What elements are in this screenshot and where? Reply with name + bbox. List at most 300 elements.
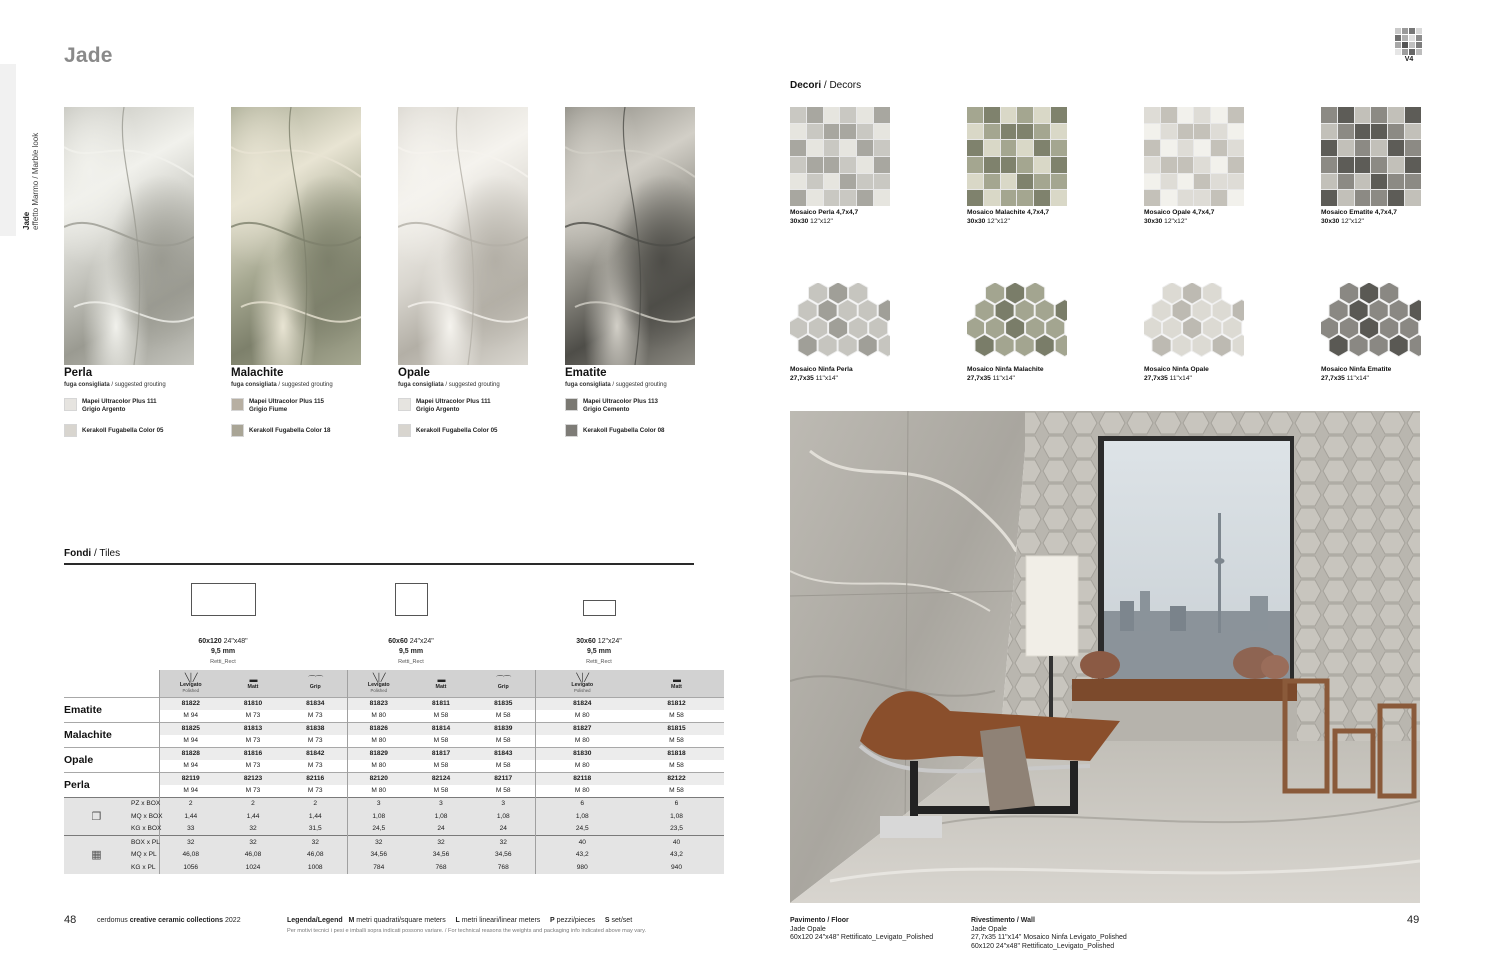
badge-cell [1395, 42, 1401, 48]
vein-line [231, 223, 361, 246]
unit-measure: M 80 [535, 760, 629, 773]
packaging-value: 43,2 [535, 848, 629, 861]
hexagon-inch: 11"x14" [1167, 374, 1192, 382]
vein-line [64, 147, 194, 177]
slab-veining [231, 107, 361, 365]
mosaic-tile [1034, 157, 1050, 173]
mosaic-tile [1321, 107, 1337, 123]
finish-header [159, 670, 222, 697]
mosaic-tile [1211, 124, 1227, 140]
mosaic-tile [790, 190, 806, 206]
mosaic-tile [1034, 174, 1050, 190]
unit-measure: M 58 [472, 760, 535, 773]
mosaic-tile [1338, 140, 1354, 156]
row-product-name: Perla [64, 772, 159, 797]
finish-matt-icon: ▬ [437, 675, 445, 685]
mosaic-tile [1144, 174, 1160, 190]
legend-title: Legenda/Legend [287, 917, 343, 924]
finish-matt-icon: ▬ [249, 675, 257, 685]
page-number-right: 49 [1407, 914, 1420, 926]
mosaic-caption [790, 209, 858, 226]
vein-line [565, 147, 695, 177]
mosaic-tile [840, 140, 856, 156]
hexagon-tile [1192, 335, 1211, 357]
unit-measure: M 80 [535, 735, 629, 748]
packaging-value: 24 [410, 823, 472, 836]
format-icon-60x60 [395, 583, 428, 616]
grout-option-kerakoll [398, 424, 498, 437]
mosaic-caption [1144, 209, 1214, 226]
disclaimer: Per motivi tecnici i pesi e imballi sopra indicati possono variare. / For technical reasons the weights and packaging info indicated above may vary. [287, 928, 647, 934]
packaging-value: 3 [347, 797, 410, 810]
table-row-measures [64, 760, 724, 773]
legend-s: set/set [609, 917, 633, 924]
finish-levigato-icon: ╲│╱ [184, 672, 197, 682]
finish-header [472, 670, 535, 697]
packaging-value: 980 [535, 861, 629, 874]
wall-caption-title: Rivestimento / Wall [971, 917, 1035, 924]
mosaic-tile [840, 190, 856, 206]
mosaic-tile [1017, 140, 1033, 156]
mosaic-tile [1017, 174, 1033, 190]
packaging-value: 2 [222, 797, 284, 810]
packaging-value: 24,5 [535, 823, 629, 836]
mosaic-tile [874, 140, 890, 156]
article-code: 81843 [472, 747, 535, 760]
grout-caption-it: fuga consigliata [398, 382, 444, 388]
grout-caption-en: / suggested grouting [443, 382, 500, 388]
table-row-codes [64, 697, 724, 710]
mosaic-tile [1371, 140, 1387, 156]
mosaic-inch: 12"x12" [1339, 217, 1364, 225]
article-code: 81834 [284, 697, 347, 710]
hexagon-name: Mosaico Ninfa Ematite [1321, 366, 1392, 373]
mosaic-tile [1321, 174, 1337, 190]
grout-option-kerakoll [565, 424, 665, 437]
packaging-value: 32 [284, 835, 347, 848]
decori-heading [790, 80, 861, 91]
slab-image-opale [398, 107, 528, 365]
grout-color-name: Grigio Argento [416, 405, 460, 413]
mosaic-tile [1001, 157, 1017, 173]
finish-label: Levigato [367, 681, 390, 688]
hexagon-tile [858, 335, 877, 357]
mosaic-tile [1388, 140, 1404, 156]
mosaic-tile [1017, 107, 1033, 123]
slab-image-perla [64, 107, 194, 365]
finish-grip-icon: ⌒⌒ [308, 675, 323, 685]
grout-caption-it: fuga consigliata [231, 382, 277, 388]
article-code: 82124 [410, 772, 472, 785]
badge-cell [1402, 35, 1408, 41]
mosaic-tile [1355, 140, 1371, 156]
article-code: 81814 [410, 722, 472, 735]
unit-measure: M 58 [410, 735, 472, 748]
hexagon-tile [995, 335, 1014, 357]
mosaic-image [1144, 107, 1244, 206]
mosaic-tile [790, 140, 806, 156]
packaging-value: 1056 [159, 861, 222, 874]
unit-measure: M 58 [629, 785, 724, 798]
hexagon-name: Mosaico Ninfa Perla [790, 366, 853, 373]
mosaic-image [967, 107, 1067, 206]
article-code: 82122 [629, 772, 724, 785]
mosaic-tile [840, 157, 856, 173]
packaging-value: 43,2 [629, 848, 724, 861]
article-code: 82118 [535, 772, 629, 785]
slab-veining [398, 107, 528, 365]
mosaic-tile [1178, 174, 1194, 190]
mosaic-tile [1371, 124, 1387, 140]
legend-p-key: P [550, 917, 555, 924]
hexagon-size: 27,7x35 [790, 374, 814, 382]
legend-s-key: S [604, 917, 610, 924]
mosaic-inch: 12"x12" [1162, 217, 1187, 225]
format-size: 60x120 [198, 638, 222, 645]
mosaic-tile [857, 157, 873, 173]
floor-caption-title: Pavimento / Floor [790, 917, 849, 924]
grout-swatch [398, 398, 411, 411]
unit-measure: M 80 [535, 785, 629, 798]
mosaic-tile [1051, 124, 1067, 140]
vein-line [64, 223, 194, 246]
room-scene-photo [790, 411, 1420, 903]
packaging-row [64, 835, 724, 848]
mosaic-tile [824, 190, 840, 206]
brand-collection: creative ceramic collections [129, 917, 224, 924]
hexagon-tile [1212, 335, 1231, 357]
packaging-value: 46,08 [284, 848, 347, 861]
mosaic-tile [1211, 190, 1227, 206]
slab-veining [565, 107, 695, 365]
hexagon-tile [798, 335, 817, 357]
mosaic-tile [874, 107, 890, 123]
hexagon-caption [1321, 366, 1391, 383]
unit-measure: M 58 [629, 710, 724, 723]
unit-measure: M 94 [159, 785, 222, 798]
hexagon-inch: 11"x14" [990, 374, 1015, 382]
packaging-value: 2 [284, 797, 347, 810]
mosaic-tile [1388, 157, 1404, 173]
finish-sublabel: Polished [182, 687, 199, 693]
mosaic-tile [807, 190, 823, 206]
packaging-value: 34,56 [410, 848, 472, 861]
mosaic-tile [1194, 174, 1210, 190]
mosaic-tile [1194, 140, 1210, 156]
table-row-codes [64, 747, 724, 760]
unit-measure: M 58 [410, 785, 472, 798]
packaging-value: 33 [159, 823, 222, 836]
side-label-name: Jade [22, 211, 31, 230]
mosaic-tile [967, 174, 983, 190]
packaging-value: 2 [159, 797, 222, 810]
mosaic-tile [1338, 190, 1354, 206]
mosaic-inch: 12"x12" [985, 217, 1010, 225]
mosaic-tile [1355, 174, 1371, 190]
mosaic-tile [874, 157, 890, 173]
vein-line [74, 302, 194, 322]
grout-label [82, 398, 157, 413]
packaging-value: 32 [159, 835, 222, 848]
grout-label: Kerakoll Fugabella Color 18 [249, 427, 331, 434]
packaging-row [64, 797, 724, 810]
packaging-value: 940 [629, 861, 724, 874]
hexagon-inch: 11"x14" [813, 374, 838, 382]
packaging-label: MQ x BOX [129, 810, 159, 823]
packaging-label: PZ x BOX [129, 797, 159, 810]
format-thickness: 9,5 mm [210, 648, 236, 655]
grout-swatch [565, 398, 578, 411]
mosaic-tile [1211, 174, 1227, 190]
packaging-value: 34,56 [347, 848, 410, 861]
wall-caption-spec-1: 27,7x35 11"x14" Mosaico Ninfa Levigato_Polished [971, 934, 1127, 941]
article-code: 81842 [284, 747, 347, 760]
mosaic-tile [1194, 107, 1210, 123]
mosaic-tile [1001, 107, 1017, 123]
mosaic-name: Mosaico Perla 4,7x4,7 [790, 209, 859, 216]
hexagon-tile [1329, 335, 1348, 357]
mosaic-tile [1144, 107, 1160, 123]
packaging-value: 23,5 [629, 823, 724, 836]
table-row-measures [64, 710, 724, 723]
mosaic-tile [1211, 140, 1227, 156]
mosaic-tile [1001, 124, 1017, 140]
format-edge: Retti_Rect [210, 659, 236, 665]
grout-label [249, 398, 324, 413]
mosaic-tile [967, 124, 983, 140]
mosaic-tile [1178, 157, 1194, 173]
mosaic-tile [1051, 157, 1067, 173]
page-number-left: 48 [64, 914, 77, 926]
unit-measure: M 58 [472, 785, 535, 798]
finish-label: Levigato [571, 681, 594, 688]
mosaic-tile [1321, 190, 1337, 206]
mosaic-tile [1405, 124, 1421, 140]
hexagon-name: Mosaico Ninfa Malachite [967, 366, 1044, 373]
legend-m: metri quadrati/square meters [354, 917, 446, 924]
unit-measure: M 80 [347, 760, 410, 773]
mosaic-tile [1178, 124, 1194, 140]
mosaic-tile [1178, 107, 1194, 123]
row-product-name: Malachite [64, 722, 159, 747]
grout-option-mapei [565, 398, 658, 413]
mosaic-tile [824, 174, 840, 190]
packaging-value: 32 [222, 835, 284, 848]
brand-name: cerdomus [97, 917, 130, 924]
article-code: 81812 [629, 697, 724, 710]
mosaic-tile [1355, 157, 1371, 173]
grout-option-mapei [64, 398, 157, 413]
packaging-value: 32 [347, 835, 410, 848]
packaging-label: MQ x PL [129, 848, 159, 861]
finish-levigato-icon: ╲│╱ [372, 672, 385, 682]
mosaic-tile [874, 174, 890, 190]
grout-caption [565, 382, 667, 388]
mosaic-image [790, 107, 890, 206]
wall-caption-product: Jade Opale [971, 925, 1007, 933]
format-inch: 12"x24" [597, 638, 622, 645]
packaging-value: 1,08 [629, 810, 724, 823]
mosaic-tile [790, 157, 806, 173]
mosaic-tile [1017, 124, 1033, 140]
brand-line [97, 917, 241, 924]
packaging-value: 32 [472, 835, 535, 848]
mosaic-tile [1228, 174, 1244, 190]
grout-option-kerakoll [231, 424, 331, 437]
badge-cell [1416, 35, 1422, 41]
grout-label [416, 398, 491, 413]
unit-measure: M 58 [472, 735, 535, 748]
mosaic-tile [824, 157, 840, 173]
badge-cell [1409, 49, 1415, 55]
tiles-table [64, 670, 724, 874]
mosaic-tile [1161, 124, 1177, 140]
hexagon-tile [1369, 335, 1388, 357]
slab-name: Malachite [231, 367, 284, 379]
vein-line [231, 147, 361, 177]
decori-title-en: / Decors [821, 80, 862, 91]
packaging-value: 1,44 [222, 810, 284, 823]
mosaic-tile [1371, 174, 1387, 190]
mosaic-tile [1371, 190, 1387, 206]
mosaic-tile [1371, 157, 1387, 173]
mosaic-tile [857, 124, 873, 140]
grout-color-name: Grigio Argento [82, 405, 126, 413]
mosaic-name: Mosaico Opale 4,7x4,7 [1144, 209, 1215, 216]
format-caption-60x60 [351, 637, 471, 667]
table-row-codes [64, 722, 724, 735]
mosaic-image [1321, 107, 1421, 206]
finish-header [347, 670, 410, 697]
mosaic-caption [1321, 209, 1397, 226]
mosaic-tile [807, 157, 823, 173]
table-header-row [64, 670, 724, 697]
article-code: 81838 [284, 722, 347, 735]
mosaic-tile [840, 107, 856, 123]
finish-sublabel: Polished [574, 687, 591, 693]
legend-m-key: M [348, 917, 355, 924]
mosaic-tile [1161, 157, 1177, 173]
packaging-value: 6 [535, 797, 629, 810]
packaging-row [64, 861, 724, 874]
grout-caption [231, 382, 333, 388]
unit-measure: M 73 [284, 735, 347, 748]
mosaic-tile [1388, 190, 1404, 206]
finish-label: Matt [247, 684, 259, 691]
mosaic-size: 30x30 [790, 217, 809, 225]
mosaic-tile [1144, 140, 1160, 156]
grout-swatch [231, 424, 244, 437]
mosaic-tile [1178, 190, 1194, 206]
decori-title: Decori [790, 80, 822, 91]
side-label [22, 133, 40, 230]
mosaic-tile [984, 190, 1000, 206]
unit-measure: M 80 [347, 785, 410, 798]
grout-swatch [565, 424, 578, 437]
mosaic-tile [967, 140, 983, 156]
grout-product: Mapei Ultracolor Plus 111 [416, 398, 491, 405]
unit-measure: M 73 [222, 760, 284, 773]
packaging-value: 1008 [284, 861, 347, 874]
mosaic-tile [1405, 190, 1421, 206]
grout-product: Mapei Ultracolor Plus 111 [82, 398, 157, 405]
finish-sublabel: Polished [370, 687, 387, 693]
slab-image-ematite [565, 107, 695, 365]
mosaic-tile [967, 157, 983, 173]
mosaic-size: 30x30 [1144, 217, 1163, 225]
article-code: 81830 [535, 747, 629, 760]
badge-cell [1402, 49, 1408, 55]
mosaic-tile [1034, 140, 1050, 156]
mosaic-tile [1338, 107, 1354, 123]
mosaic-tile [1405, 140, 1421, 156]
mosaic-tile [984, 174, 1000, 190]
finish-label: Matt [671, 684, 682, 691]
row-product-name: Ematite [64, 697, 159, 722]
mosaic-tile [1228, 157, 1244, 173]
legend-l-key: L [455, 917, 460, 924]
format-edge: Retti_Rect [586, 659, 612, 665]
article-code: 81815 [629, 722, 724, 735]
grout-swatch [231, 398, 244, 411]
side-label-subtitle: effetto Marmo / Marble look [31, 132, 40, 230]
format-icon-60x120 [191, 583, 256, 616]
badge-cell [1402, 42, 1408, 48]
mosaic-tile [967, 190, 983, 206]
floor-caption [790, 917, 933, 943]
mosaic-tile [790, 107, 806, 123]
article-code: 81818 [629, 747, 724, 760]
unit-measure: M 73 [284, 785, 347, 798]
mosaic-tile [1211, 157, 1227, 173]
version-badge [1395, 28, 1423, 63]
packaging-value: 768 [410, 861, 472, 874]
slab-name: Opale [398, 367, 430, 379]
badge-cell [1395, 35, 1401, 41]
table-row-measures [64, 785, 724, 798]
badge-cell [1416, 28, 1422, 34]
grout-swatch [398, 424, 411, 437]
article-code: 81827 [535, 722, 629, 735]
mosaic-tile [1144, 157, 1160, 173]
mosaic-tile [1338, 174, 1354, 190]
version-badge-label: V4 [1404, 56, 1414, 63]
hexagon-tile [1035, 335, 1054, 357]
unit-measure: M 73 [222, 710, 284, 723]
grout-swatch [64, 398, 77, 411]
hexagon-inch: 11"x14" [1344, 374, 1369, 382]
vein-line [408, 302, 528, 322]
fondi-title: Fondi [64, 548, 92, 559]
article-code: 81839 [472, 722, 535, 735]
grout-option-kerakoll [64, 424, 164, 437]
hexagon-tile [838, 335, 857, 357]
mosaic-tile [1228, 140, 1244, 156]
legend-p: pezzi/pieces [554, 917, 596, 924]
finish-levigato-icon: ╲│╱ [576, 672, 589, 682]
fondi-rule [64, 563, 694, 565]
packaging-value: 1,44 [159, 810, 222, 823]
finish-matt-icon: ▬ [673, 675, 680, 685]
packaging-value: 1024 [222, 861, 284, 874]
article-code: 81835 [472, 697, 535, 710]
mosaic-tile [1051, 190, 1067, 206]
mosaic-tile [874, 124, 890, 140]
unit-measure: M 58 [629, 760, 724, 773]
mosaic-tile [824, 107, 840, 123]
format-inch: 24"x48" [223, 638, 248, 645]
article-code: 81813 [222, 722, 284, 735]
